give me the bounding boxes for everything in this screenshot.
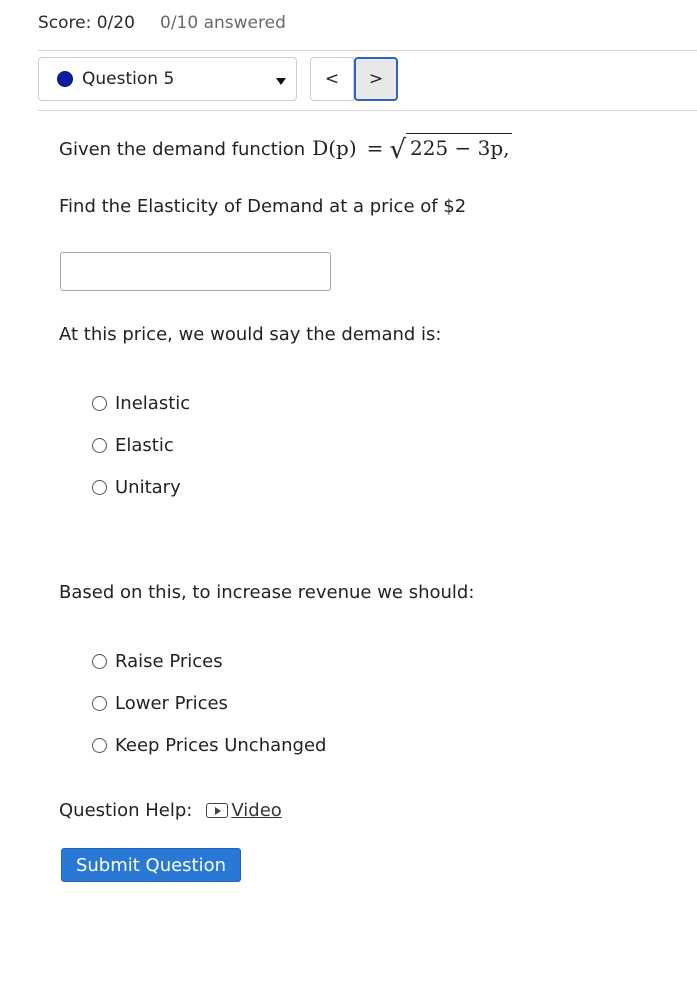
question-prompt	[59, 133, 512, 165]
find-elasticity-text: Find the Elasticity of Demand at a price of $2	[59, 196, 467, 217]
revenue-prompt: Based on this, to increase revenue we should:	[59, 582, 475, 603]
option-label: Unitary	[115, 477, 181, 498]
equals-sign: =	[366, 136, 384, 160]
radio-button[interactable]	[92, 696, 107, 711]
question-help	[59, 800, 282, 821]
demand-prompt: At this price, we would say the demand is:	[59, 324, 442, 345]
previous-question-button[interactable]: <	[310, 57, 354, 101]
option-label: Lower Prices	[115, 693, 228, 714]
radio-button[interactable]	[92, 654, 107, 669]
question-status-dot	[57, 71, 73, 87]
radical-icon: √	[389, 135, 407, 165]
prompt-prefix: Given the demand function	[59, 139, 306, 160]
play-video-icon	[206, 803, 228, 818]
revenue-option-lower[interactable]	[92, 693, 228, 714]
question-select-label: Question 5	[82, 69, 175, 89]
question-select[interactable]	[38, 57, 297, 101]
option-label: Elastic	[115, 435, 174, 456]
next-question-button[interactable]: >	[354, 57, 398, 101]
caret-down-icon	[276, 78, 286, 85]
function-lhs: D(p)	[312, 136, 357, 160]
square-root	[389, 133, 511, 165]
radio-button[interactable]	[92, 480, 107, 495]
demand-option-elastic[interactable]	[92, 435, 174, 456]
top-divider	[38, 50, 697, 51]
demand-option-unitary[interactable]	[92, 477, 181, 498]
demand-option-inelastic[interactable]	[92, 393, 190, 414]
submit-question-button[interactable]: Submit Question	[61, 848, 241, 882]
revenue-option-unchanged[interactable]	[92, 735, 326, 756]
option-label: Keep Prices Unchanged	[115, 735, 327, 756]
radio-button[interactable]	[92, 438, 107, 453]
option-label: Inelastic	[115, 393, 191, 414]
radicand: 225 − 3p,	[406, 133, 512, 160]
elasticity-answer-input[interactable]	[60, 252, 331, 291]
question-help-label: Question Help:	[59, 800, 193, 821]
answered-count: 0/10 answered	[160, 13, 286, 33]
radio-button[interactable]	[92, 396, 107, 411]
radio-button[interactable]	[92, 738, 107, 753]
video-link-label: Video	[231, 800, 282, 821]
score-label: Score: 0/20	[38, 13, 135, 33]
video-help-link[interactable]	[206, 800, 281, 821]
revenue-option-raise[interactable]	[92, 651, 223, 672]
option-label: Raise Prices	[115, 651, 223, 672]
nav-divider	[38, 110, 697, 111]
